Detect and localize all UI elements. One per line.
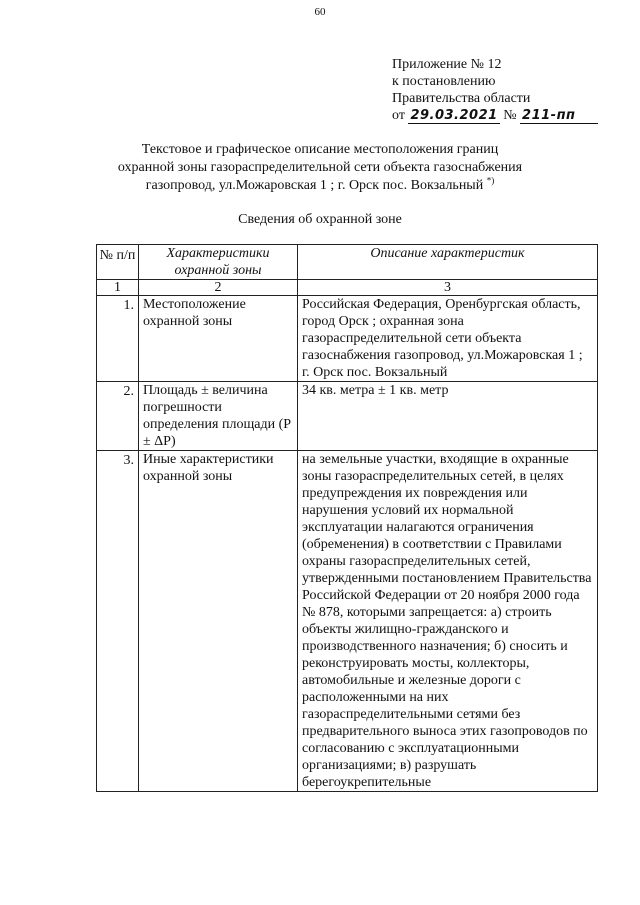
column-number-3: 3 — [298, 280, 598, 296]
row-characteristic: Местоположение охранной зоны — [139, 296, 298, 382]
page-number: 60 — [314, 6, 326, 18]
column-number-row — [97, 280, 598, 296]
row-characteristic: Иные характеристики охранной зоны — [139, 451, 298, 792]
appendix-block — [392, 56, 598, 124]
footnote-mark: *) — [486, 175, 495, 186]
appendix-line-1: Приложение № 12 — [392, 57, 502, 72]
handwritten-date: 29.03.2021 — [410, 108, 498, 123]
title-line-3 — [0, 177, 640, 195]
date-prefix: от — [392, 108, 405, 123]
section-subtitle: Сведения об охранной зоне — [238, 212, 402, 227]
row-number: 1. — [97, 296, 139, 382]
table-row — [97, 296, 598, 382]
number-sign: № — [503, 108, 517, 123]
handwritten-number: 211-пп — [520, 109, 598, 124]
column-number-1: 1 — [97, 280, 139, 296]
title-line-1: Текстовое и графическое описание местоположения границ — [141, 142, 499, 157]
row-number: 3. — [97, 451, 139, 792]
title-line-2: охранной зоны газораспределительной сети объекта газоснабжения — [117, 160, 523, 175]
row-description: на земельные участки, входящие в охранные зоны газораспределительных сетей, в целях предупреждения их повреждения или нарушения условий их нормальной эксплуатации налагаются ограничения (обременения) в соответствии с Правилами охраны газораспределительных сетей, утвержденными постановлением Правительства Российской Федерации от 20 ноября 2000 года № 878, которыми запрещается: а) строить объекты жилищно-гражданского и производственного назначения; б) сносить и реконструировать мосты, коллекторы, автомобильные и железные дороги с расположенными на них газораспределительными сетями без предварительного выноса этих газопроводов по согласованию с эксплуатационными организациями; в) разрушать берегоукрепительные — [298, 451, 598, 792]
appendix-date-line — [392, 107, 598, 124]
table-header-row — [97, 245, 598, 280]
column-number-2: 2 — [139, 280, 298, 296]
row-characteristic: Площадь ± величина погрешности определения площади (P ± ΔP) — [139, 382, 298, 451]
row-description: Российская Федерация, Оренбургская область, город Орск ; охранная зона газораспределительной сети объекта газоснабжения газопровод, ул.Можаровская 1 ; г. Орск пос. Вокзальный — [298, 296, 598, 382]
protection-zone-table — [96, 244, 598, 792]
header-num: № п/п — [97, 245, 139, 280]
document-title — [0, 141, 640, 195]
title-line-3-text: газопровод, ул.Можаровская 1 ; г. Орск пос. Вокзальный — [145, 178, 484, 193]
header-characteristics: Характеристики охранной зоны — [139, 245, 298, 280]
row-number: 2. — [97, 382, 139, 451]
row-description: 34 кв. метра ± 1 кв. метр — [298, 382, 598, 451]
header-description: Описание характеристик — [298, 245, 598, 280]
table-row — [97, 382, 598, 451]
appendix-line-3: Правительства области — [392, 91, 531, 106]
appendix-line-2: к постановлению — [392, 74, 496, 89]
table-row — [97, 451, 598, 792]
